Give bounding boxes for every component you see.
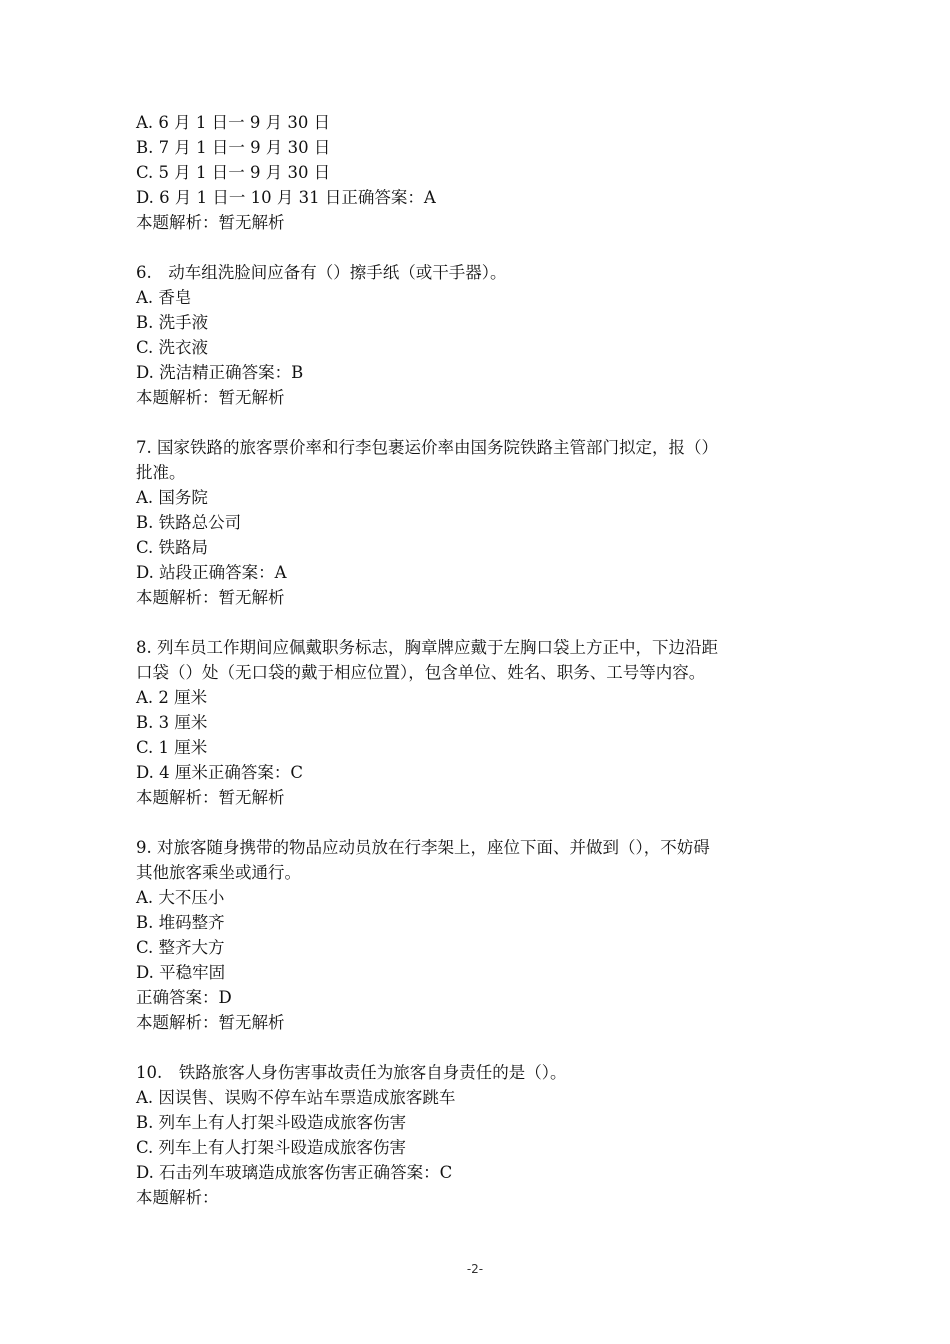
option-b: B. 铁路总公司 (136, 513, 242, 532)
option-a: A. 大不压小 (136, 888, 225, 907)
option-d-with-answer: D. 4 厘米正确答案：C (136, 763, 303, 782)
spacer (136, 235, 826, 260)
option-c: C. 1 厘米 (136, 738, 208, 757)
spacer (136, 410, 826, 435)
analysis: 本题解析：暂无解析 (136, 1013, 285, 1032)
question-text: 10. 铁路旅客人身伤害事故责任为旅客自身责任的是（）。 (136, 1063, 567, 1082)
page-number: -2- (466, 1262, 484, 1276)
question-text-continued: 其他旅客乘坐或通行。 (136, 863, 301, 882)
question-block (136, 435, 826, 610)
spacer (136, 810, 826, 835)
question-text-continued: 口袋（）处（无口袋的戴于相应位置），包含单位、姓名、职务、工号等内容。 (136, 663, 706, 682)
option-b: B. 列车上有人打架斗殴造成旅客伤害 (136, 1113, 407, 1132)
option-c: C. 列车上有人打架斗殴造成旅客伤害 (136, 1138, 407, 1157)
option-b: B. 堆码整齐 (136, 913, 225, 932)
option-a: A. 2 厘米 (136, 688, 208, 707)
option-d: D. 平稳牢固 (136, 963, 226, 982)
option-c: C. 洗衣液 (136, 338, 209, 357)
option-c: C. 整齐大方 (136, 938, 225, 957)
option-b: B. 洗手液 (136, 313, 209, 332)
question-block (136, 635, 826, 810)
option-a: A. 6 月 1 日一 9 月 30 日 (136, 113, 331, 132)
option-b: B. 3 厘米 (136, 713, 208, 732)
question-block (136, 110, 826, 235)
option-a: A. 香皂 (136, 288, 192, 307)
analysis: 本题解析：暂无解析 (136, 213, 285, 232)
option-c: C. 5 月 1 日一 9 月 30 日 (136, 163, 331, 182)
option-d-with-answer: D. 石击列车玻璃造成旅客伤害正确答案：C (136, 1163, 453, 1182)
document-body (136, 110, 826, 1210)
option-b: B. 7 月 1 日一 9 月 30 日 (136, 138, 331, 157)
option-d-with-answer: D. 洗洁精正确答案：B (136, 363, 304, 382)
question-text: 6. 动车组洗脸间应备有（）擦手纸（或干手器）。 (136, 263, 507, 282)
option-a: A. 因误售、误购不停车站车票造成旅客跳车 (136, 1088, 456, 1107)
question-text: 9. 对旅客随身携带的物品应动员放在行李架上，座位下面、并做到（），不妨碍 (136, 838, 710, 857)
question-block (136, 835, 826, 1035)
question-text: 7. 国家铁路的旅客票价率和行李包裹运价率由国务院铁路主管部门拟定，报（） (136, 438, 718, 457)
question-text: 8. 列车员工作期间应佩戴职务标志，胸章牌应戴于左胸口袋上方正中，下边沿距 (136, 638, 718, 657)
analysis: 本题解析：暂无解析 (136, 588, 285, 607)
option-c: C. 铁路局 (136, 538, 209, 557)
analysis: 本题解析：暂无解析 (136, 388, 285, 407)
question-text-continued: 批准。 (136, 463, 186, 482)
question-block (136, 260, 826, 410)
spacer (136, 610, 826, 635)
option-d-with-answer: D. 站段正确答案：A (136, 563, 287, 582)
correct-answer: 正确答案：D (136, 988, 232, 1007)
analysis: 本题解析：暂无解析 (136, 788, 285, 807)
question-block (136, 1060, 826, 1210)
spacer (136, 1035, 826, 1060)
option-a: A. 国务院 (136, 488, 208, 507)
analysis: 本题解析： (136, 1188, 219, 1207)
option-d-with-answer: D. 6 月 1 日一 10 月 31 日正确答案：A (136, 188, 436, 207)
